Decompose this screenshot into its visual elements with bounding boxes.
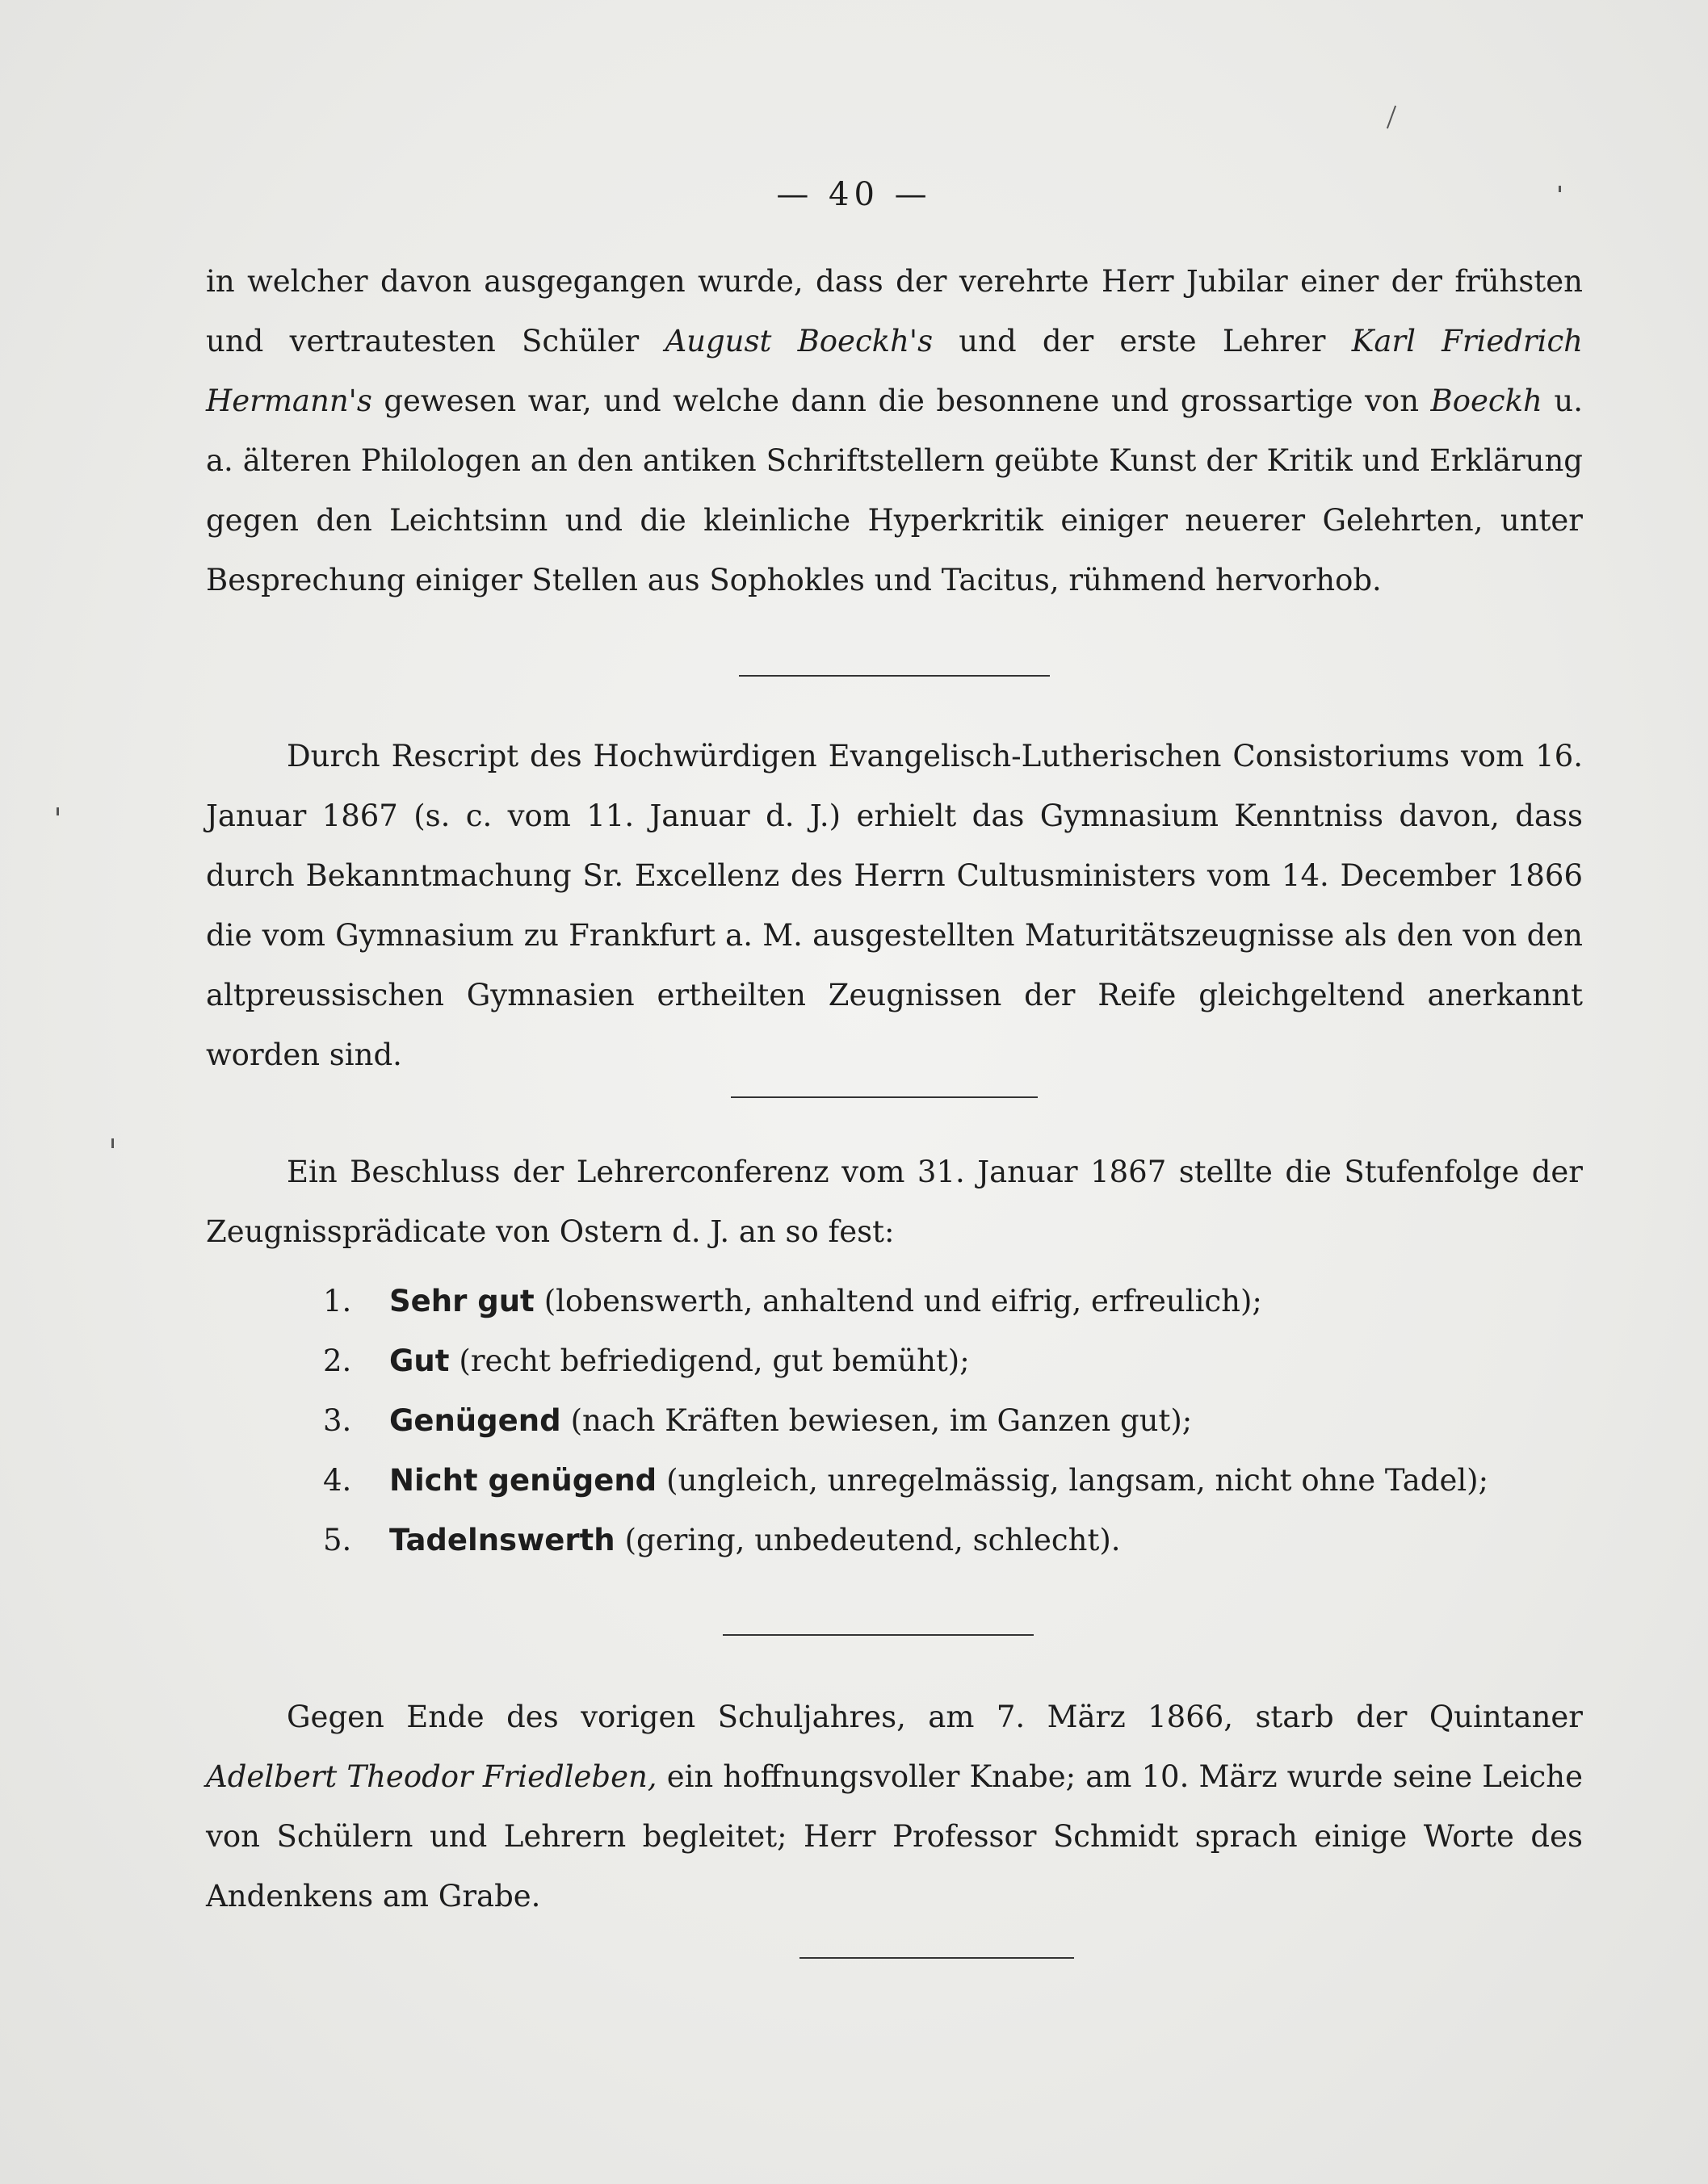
grade-label: Gut	[389, 1344, 450, 1378]
ink-speck	[111, 1138, 114, 1148]
paragraph-text: u. a. älteren Philologen an den antiken Schriftstellern geübte Kunst der Kritik und Erklärung gegen den Leichtsinn und die kleinliche Hyperkritik einiger neuerer Gelehrten, unter Besprechung einiger Stellen aus Sophokles und Tacitus, rühmend hervorhob.	[206, 384, 1583, 597]
grade-description: (gering, unbedeutend, schlecht).	[624, 1523, 1121, 1557]
paragraph-text: und der erste Lehrer	[933, 324, 1352, 358]
paragraph-text: Gegen Ende des vorigen Schuljahres, am 7. März 1866, starb der Quintaner	[287, 1700, 1583, 1734]
ink-speck	[1559, 186, 1561, 192]
grade-label: Genügend	[389, 1403, 561, 1438]
person-name-hermann: Karl Friedrich Hermann's	[206, 324, 1583, 418]
paragraph-beschluss	[206, 1142, 1583, 1262]
grade-description: (lobenswerth, anhaltend und eifrig, erfreulich);	[543, 1284, 1262, 1318]
page-number: — 40 —	[776, 176, 932, 213]
list-number: 5.	[323, 1523, 352, 1557]
paragraph-jubilar	[206, 252, 1583, 610]
list-number: 4.	[323, 1463, 352, 1498]
list-item	[323, 1391, 1583, 1451]
end-divider	[799, 1957, 1074, 1959]
paragraph-text: in welcher davon ausgegangen wurde, dass der verehrte Herr Jubilar einer der frühsten und vertrautesten Schüler	[206, 264, 1583, 358]
grade-label: Sehr gut	[389, 1284, 535, 1318]
section-divider	[723, 1634, 1034, 1636]
paragraph-text: Ein Beschluss der Lehrerconferenz vom 31. Januar 1867 stellte die Stufenfolge der Zeugnissprädicate von Ostern d. J. an so fest:	[206, 1155, 1583, 1249]
ink-speck	[57, 807, 59, 815]
grade-list	[323, 1272, 1583, 1570]
list-item	[323, 1331, 1583, 1391]
list-number: 3.	[323, 1403, 352, 1438]
paragraph-friedleben	[206, 1687, 1583, 1926]
person-name-boeckh-short: Boeckh	[1430, 384, 1542, 418]
list-number: 1.	[323, 1284, 352, 1318]
grade-description: (nach Kräften bewiesen, im Ganzen gut);	[570, 1403, 1193, 1438]
paragraph-rescript	[206, 727, 1583, 1085]
ink-speck	[1387, 106, 1396, 129]
grade-description: (recht befriedigend, gut bemüht);	[459, 1344, 970, 1378]
list-item	[323, 1451, 1583, 1511]
grade-label: Tadelnswerth	[389, 1523, 615, 1557]
list-item	[323, 1272, 1583, 1331]
person-name-boeckh: August Boeckh's	[665, 324, 934, 358]
list-number: 2.	[323, 1344, 352, 1378]
paragraph-text: Durch Rescript des Hochwürdigen Evangelisch-Lutherischen Consistoriums vom 16. Januar 1867 (s. c. vom 11. Januar d. J.) erhielt das Gymnasium Kenntniss davon, dass durch Bekanntmachung Sr. Excellenz des Herrn Cultusministers vom 14. December 1866 die vom Gymnasium zu Frankfurt a. M. ausgestellten Maturitätszeugnisse als den von den altpreussischen Gymnasien ertheilten Zeugnissen der Reife gleichgeltend anerkannt worden sind.	[206, 739, 1583, 1072]
paragraph-text: ein hoffnungsvoller Knabe; am 10. März wurde seine Leiche von Schülern und Lehrern begleitet; Herr Professor Schmidt sprach einige Worte des Andenkens am Grabe.	[206, 1759, 1583, 1914]
person-name-friedleben: Adelbert Theodor Friedleben,	[206, 1759, 657, 1794]
grade-description: (ungleich, unregelmässig, langsam, nicht ohne Tadel);	[666, 1463, 1489, 1498]
grade-label: Nicht genügend	[389, 1463, 657, 1498]
paragraph-text: gewesen war, und welche dann die besonnene und grossartige von	[371, 384, 1431, 418]
section-divider	[739, 675, 1050, 677]
section-divider	[731, 1096, 1038, 1098]
list-item	[323, 1511, 1583, 1570]
